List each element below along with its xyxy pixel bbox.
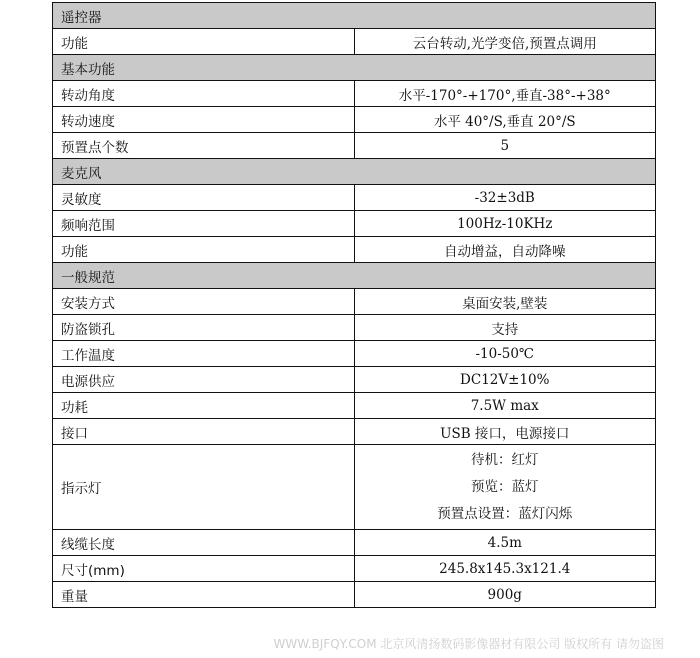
spec-row bbox=[53, 393, 656, 419]
spec-row bbox=[53, 211, 656, 237]
spec-table bbox=[52, 2, 656, 608]
spec-value: -32±3dB bbox=[354, 185, 656, 211]
spec-row bbox=[53, 133, 656, 159]
spec-label: 防盗锁孔 bbox=[53, 315, 355, 341]
spec-label: 尺寸(mm) bbox=[53, 556, 355, 582]
spec-label: 线缆长度 bbox=[53, 530, 355, 556]
spec-value: -10-50℃ bbox=[354, 341, 656, 367]
spec-row bbox=[53, 530, 656, 556]
spec-label: 接口 bbox=[53, 419, 355, 445]
spec-label: 工作温度 bbox=[53, 341, 355, 367]
spec-label: 指示灯 bbox=[53, 445, 355, 530]
indicator-line: 待机：红灯 bbox=[471, 451, 539, 468]
spec-label: 电源供应 bbox=[53, 367, 355, 393]
spec-row bbox=[53, 419, 656, 445]
spec-value: 水平-170°-+170°,垂直-38°-+38° bbox=[354, 81, 656, 107]
spec-label: 转动速度 bbox=[53, 107, 355, 133]
section-row bbox=[53, 263, 656, 289]
indicator-line: 预览：蓝灯 bbox=[471, 478, 539, 495]
spec-value: USB 接口，电源接口 bbox=[354, 419, 656, 445]
spec-row bbox=[53, 367, 656, 393]
spec-value: 支持 bbox=[354, 315, 656, 341]
spec-row bbox=[53, 107, 656, 133]
spec-value: 5 bbox=[354, 133, 656, 159]
spec-label: 安装方式 bbox=[53, 289, 355, 315]
section-title: 一般规范 bbox=[53, 263, 656, 289]
section-title: 遥控器 bbox=[53, 3, 656, 29]
spec-value: 900g bbox=[354, 582, 656, 608]
spec-row bbox=[53, 556, 656, 582]
spec-row bbox=[53, 341, 656, 367]
spec-label: 频响范围 bbox=[53, 211, 355, 237]
spec-value: 100Hz-10KHz bbox=[354, 211, 656, 237]
indicator-line: 预置点设置：蓝灯闪烁 bbox=[437, 505, 573, 522]
spec-value: 水平 40°/S,垂直 20°/S bbox=[354, 107, 656, 133]
spec-label: 功能 bbox=[53, 29, 355, 55]
section-title: 基本功能 bbox=[53, 55, 656, 81]
spec-row bbox=[53, 445, 656, 530]
spec-label: 转动角度 bbox=[53, 81, 355, 107]
spec-row bbox=[53, 315, 656, 341]
spec-row bbox=[53, 81, 656, 107]
spec-value: 桌面安装,壁装 bbox=[354, 289, 656, 315]
spec-label: 重量 bbox=[53, 582, 355, 608]
spec-row bbox=[53, 289, 656, 315]
spec-row bbox=[53, 185, 656, 211]
spec-value: 245.8x145.3x121.4 bbox=[354, 556, 656, 582]
spec-value: 7.5W max bbox=[354, 393, 656, 419]
spec-row bbox=[53, 237, 656, 263]
spec-table-body bbox=[53, 3, 656, 608]
section-row bbox=[53, 3, 656, 29]
section-row bbox=[53, 159, 656, 185]
section-row bbox=[53, 55, 656, 81]
spec-value: DC12V±10% bbox=[354, 367, 656, 393]
spec-value-multiline bbox=[354, 445, 656, 530]
spec-row bbox=[53, 582, 656, 608]
spec-value: 4.5m bbox=[354, 530, 656, 556]
spec-value: 自动增益，自动降噪 bbox=[354, 237, 656, 263]
spec-label: 功能 bbox=[53, 237, 355, 263]
spec-label: 灵敏度 bbox=[53, 185, 355, 211]
spec-value: 云台转动,光学变倍,预置点调用 bbox=[354, 29, 656, 55]
watermark: WWW.BJFQY.COM 北京风清扬数码影像器材有限公司 版权所有 请勿盗图 bbox=[273, 637, 664, 651]
spec-label: 功耗 bbox=[53, 393, 355, 419]
spec-label: 预置点个数 bbox=[53, 133, 355, 159]
section-title: 麦克风 bbox=[53, 159, 656, 185]
spec-row bbox=[53, 29, 656, 55]
